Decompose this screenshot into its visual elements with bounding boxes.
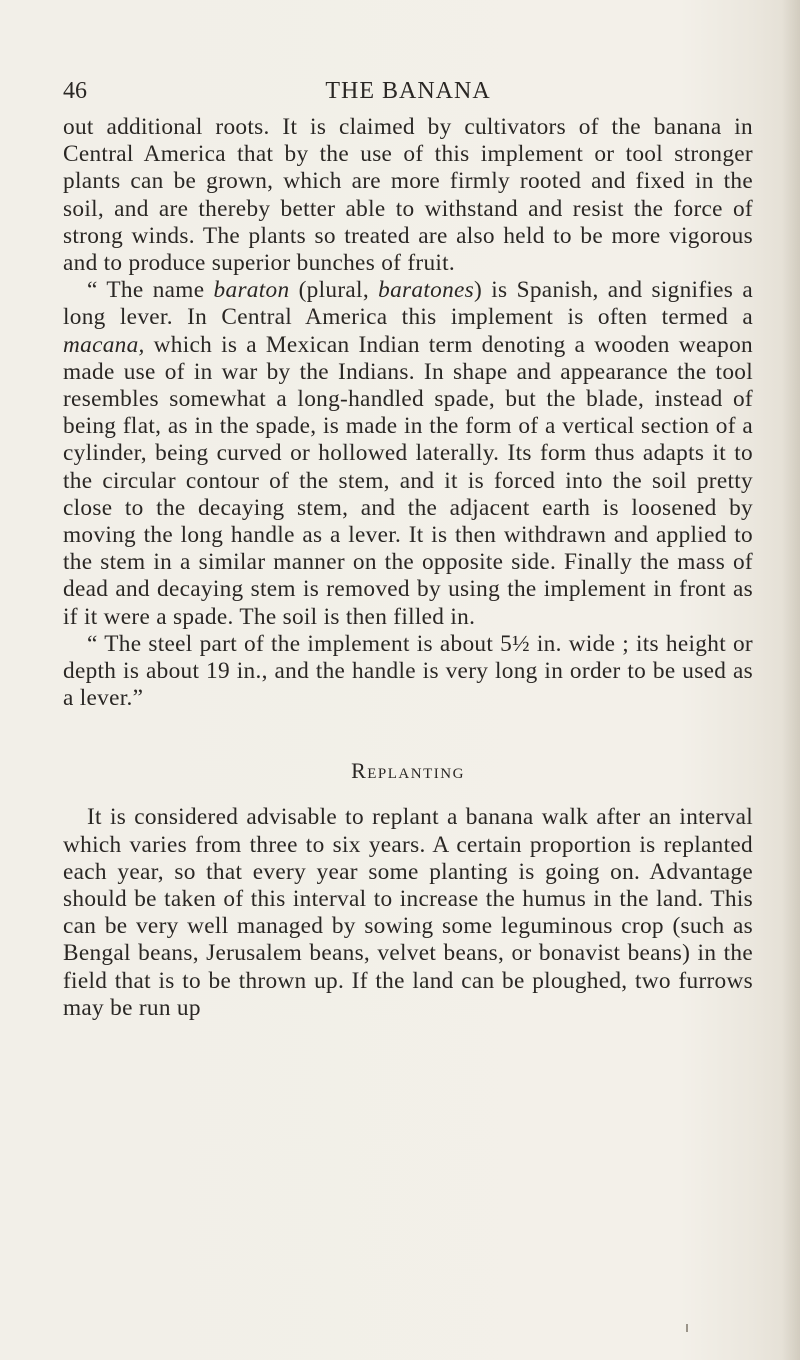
paragraph-text: out additional roots. It is claimed by cultivators of the banana in Central America that by the use of this implement or tool stronger plants can be grown, which are more firmly rooted and fixed in the soil, and are thereby better able to withstand and resist the force of strong winds. The plants so treated are also held to be more vigorous and to produce superior bunches of fruit. — [63, 114, 753, 277]
paragraph-text: “ The steel part of the implement is about 5½ in. wide ; its height or depth is about 19 in., and the handle is very long in order to be used as a lever.” — [63, 630, 753, 712]
italic-term-baraton: baraton — [213, 277, 290, 304]
paragraph-baraton — [63, 277, 753, 631]
paragraph-text: ) is Spanish, and signifies a long lever. In Central America this implement is often termed a — [63, 277, 753, 331]
italic-term-baratones: baratones — [378, 277, 475, 304]
paper-speck — [686, 1324, 688, 1332]
italic-term-macana: macana, — [63, 331, 145, 358]
page-header — [63, 74, 753, 114]
section-heading: Replanting — [351, 758, 465, 784]
paragraph-text: (plural, — [289, 277, 379, 304]
page-edge-shadow — [782, 0, 800, 1360]
page-number: 46 — [63, 78, 87, 104]
running-title: THE BANANA — [325, 78, 491, 104]
paragraph-text: “ The name — [87, 277, 214, 304]
paragraph-replanting: It is considered advisable to replant a banana walk after an interval which varies from three to six years. A certain proportion is replanted each year, so that every year some planting is going on. Advantage should be taken of this interval to increase the humus in the land. This can be very well managed by sowing some leguminous crop (such as Bengal beans, Jerusalem beans, velvet beans, or bonavist beans) in the field that is to be thrown up. If the land can be ploughed, two furrows may be run up — [63, 804, 753, 1021]
paragraph-continued — [63, 114, 753, 277]
page-content — [63, 74, 753, 1022]
paragraph-text: which is a Mexican Indian term denoting a wooden weapon made use of in war by the Indians. In shape and appearance the tool resembles somewhat a long-handled spade, but the blade, instead of being flat, as in the spade, is made in the form of a vertical section of a cylinder, being curved or hollowed laterally. Its form thus adapts it to the circular contour of the stem, and it is forced into the soil pretty close to the decaying stem, and the adjacent earth is loosened by moving the long handle as a lever. It is then withdrawn and applied to the stem in a similar manner on the opposite side. Finally the mass of dead and decaying stem is removed by using the implement in front as if it were a spade. The soil is then filled in. — [63, 331, 753, 630]
paragraph-steel-part — [63, 631, 753, 713]
